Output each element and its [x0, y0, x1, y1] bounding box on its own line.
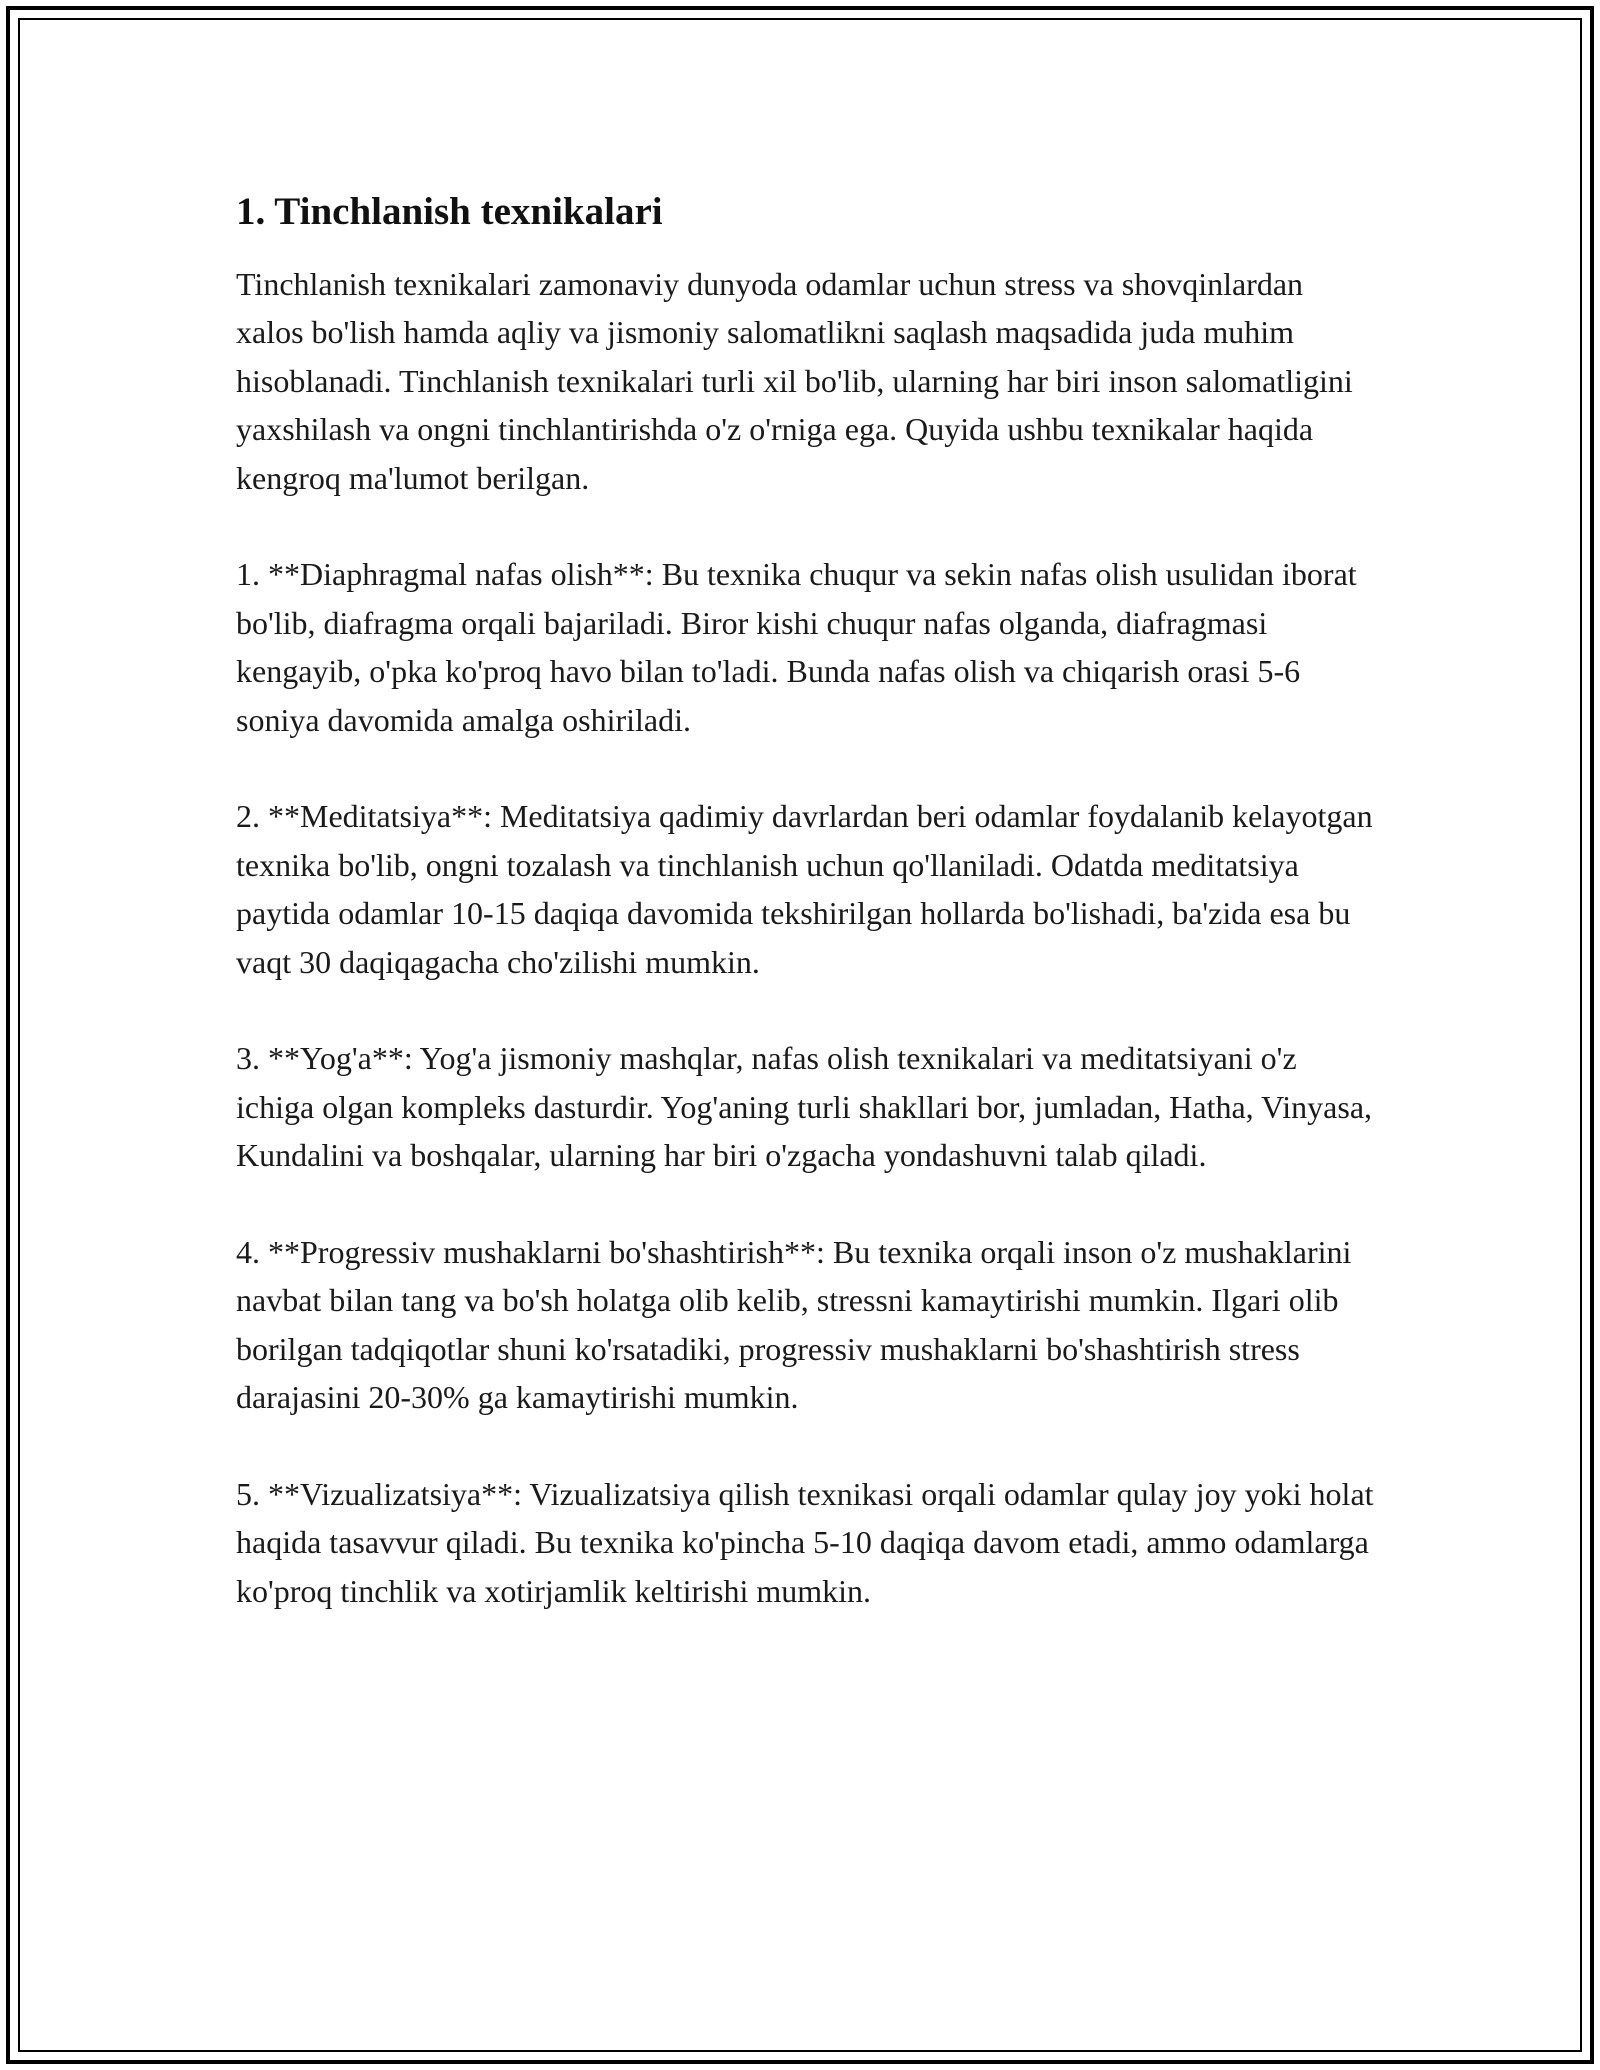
paragraph-gap: [236, 1180, 1376, 1228]
paragraph-gap: [236, 502, 1376, 550]
intro-paragraph: Tinchlanish texnikalari zamonaviy dunyoda odamlar uchun stress va shovqinlardan xalos bo'lish hamda aqliy va jismoniy salomatlikni saqlash maqsadida juda muhim hisoblanadi. Tinchlanish texnikalari turli xil bo'lib, ularning har biri inson salomatligini yaxshilash va ongni tinchlantirishda o'z o'rniga ega. Quyida ushbu texnikalar haqida kengroq ma'lumot berilgan.: [236, 266, 1353, 496]
list-item-meditation: 2. **Meditatsiya**: Meditatsiya qadimiy davrlardan beri odamlar foydalanib kelayotgan texnika bo'lib, ongni tozalash va tinchlanish uchun qo'llaniladi. Odatda meditatsiya paytida odamlar 10-15 daqiqa davomida tekshirilgan hollarda bo'lishadi, ba'zida esa bu vaqt 30 daqiqagacha cho'zilishi mumkin.: [236, 798, 1373, 980]
list-item-visualization: 5. **Vizualizatsiya**: Vizualizatsiya qilish texnikasi orqali odamlar qulay joy yoki holat haqida tasavvur qiladi. Bu texnika ko'pincha 5-10 daqiqa davom etadi, ammo odamlarga ko'proq tinchlik va xotirjamlik keltirishi mumkin.: [236, 1476, 1374, 1609]
document-body: [236, 184, 1376, 1615]
list-item-yoga: 3. **Yog'a**: Yog'a jismoniy mashqlar, nafas olish texnikalari va meditatsiyani o'z ichiga olgan kompleks dasturdir. Yog'aning turli shakllari bor, jumladan, Hatha, Vinyasa, Kundalini va boshqalar, ularning har biri o'zgacha yondashuvni talab qiladi.: [236, 1040, 1373, 1174]
paragraph-gap: [236, 986, 1376, 1034]
paragraph-gap: [236, 744, 1376, 792]
section-heading: 1. Tinchlanish texnikalari: [236, 190, 663, 233]
paragraph-gap: [236, 1422, 1376, 1470]
list-item-progressive-relaxation: 4. **Progressiv mushaklarni bo'shashtirish**: Bu texnika orqali inson o'z mushaklarini navbat bilan tang va bo'sh holatga olib kelib, stressni kamaytirishi mumkin. Ilgari olib borilgan tadqiqotlar shuni ko'rsatadiki, progressiv mushaklarni bo'shashtirish stress darajasini 20-30% ga kamaytirishi mumkin.: [236, 1234, 1352, 1416]
list-item-diaphragmal-breathing: 1. **Diaphragmal nafas olish**: Bu texnika chuqur va sekin nafas olish usulidan iborat bo'lib, diafragma orqali bajariladi. Biror kishi chuqur nafas olganda, diafragmasi kengayib, o'pka ko'proq havo bilan to'ladi. Bunda nafas olish va chiqarish orasi 5-6 soniya davomida amalga oshiriladi.: [236, 556, 1357, 738]
